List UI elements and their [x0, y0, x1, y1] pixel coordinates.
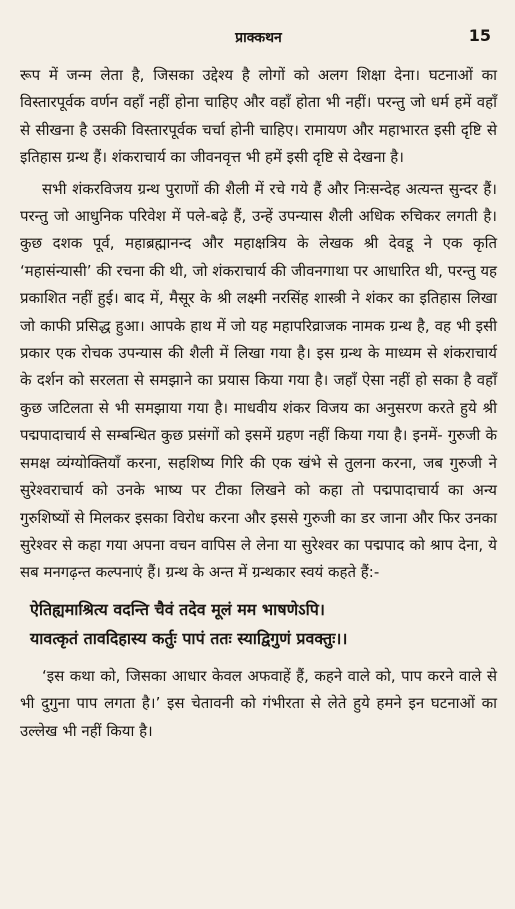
- paragraph-1: रूप में जन्म लेता है, जिसका उद्देश्य है लोगों को अलग शिक्षा देना। घटनाओं का विस्तारपूर्वक वर्णन वहाँ नहीं होना चाहिए और वहाँ होता भी नहीं। परन्तु जो धर्म हमें वहाँ से सीखना है उसकी विस्तारपूर्वक चर्चा होनी चाहिए। रामायण और महाभारत इसी दृष्टि से इतिहास ग्रन्थ हैं। शंकराचार्य का जीवनवृत्त भी हमें इसी दृष्टि से देखना है।: [20, 66, 497, 167]
- sanskrit-verse: [30, 595, 497, 653]
- running-title: प्राक्कथन: [235, 30, 282, 46]
- closing-paragraph: ‘इस कथा को, जिसका आधार केवल अफवाहें हैं, कहने वाले को, पाप करने वाले से भी दुगुना पाप लगता है।’ इस चेतावनी को गंभीरता से लेते हुये हमने इन घटनाओं का उल्लेख भी नहीं किया है।: [20, 666, 497, 740]
- page-header: [20, 28, 497, 62]
- page-body: [20, 62, 497, 745]
- verse-line-1: ऐतिह्यमाश्रित्य वदन्ति चैवं तदेव मूलं मम भाषणेऽपि।: [30, 599, 325, 619]
- verse-line-2: यावत्कृतं तावदिहास्य कर्तुः पापं ततः स्याद्विगुणं प्रवक्तुः।।: [30, 628, 348, 648]
- paragraph-2: सभी शंकरविजय ग्रन्थ पुराणों की शैली में रचे गये हैं और निःसन्देह अत्यन्त सुन्दर हैं। परन्तु जो आधुनिक परिवेश में पले-बढ़े हैं, उन्हें उपन्यास शैली अधिक रुचिकर लगती है। कुछ दशक पूर्व, महाब्रह्मानन्द और महाक्षत्रिय के लेखक श्री देवडू ने एक कृति ‘महासंन्यासी’ की रचना की थी, जो शंकराचार्य की जीवनगाथा पर आधारित थी, परन्तु यह प्रकाशित नहीं हुई। बाद में, मैसूर के श्री लक्ष्मी नरसिंह शास्त्री ने शंकर का इतिहास लिखा जो काफी प्रसिद्ध हुआ। आपके हाथ में जो यह महापरिव्राजक नामक ग्रन्थ है, वह भी इसी प्रकार एक रोचक उपन्यास की शैली में लिखा गया है। इस ग्रन्थ के माध्यम से शंकराचार्य के दर्शन को सरलता से समझाने का प्रयास किया गया है। जहाँ ऐसा नहीं हो सका है वहाँ कुछ जटिलता से भी समझाया गया है। माधवीय शंकर विजय का अनुसरण करते हुये श्री पद्मपादाचार्य से सम्बन्धित कुछ प्रसंगों को इसमें ग्रहण नहीं किया गया है। इनमें- गुरुजी के समक्ष व्यंग्योक्तियाँ करना, सहशिष्य गिरि की एक खंभे से तुलना करना, जब गुरुजी ने सुरेश्वराचार्य को उनके भाष्य पर टीका लिखने को कहा तो पद्मपादाचार्य का अन्य गुरुशिष्यों से मिलकर इसका विरोध करना और इससे गुरुजी का डर जाना और फिर उनका सुरेश्वर से कहा गया अपना वचन वापिस ले लेना या सुरेश्वर का पद्मपाद को श्राप देना, ये सब मनगढ़न्त कल्पनाएं हैं। ग्रन्थ के अन्त में ग्रन्थकार स्वयं कहते हैं:-: [20, 179, 497, 582]
- page-number: 15: [468, 26, 491, 45]
